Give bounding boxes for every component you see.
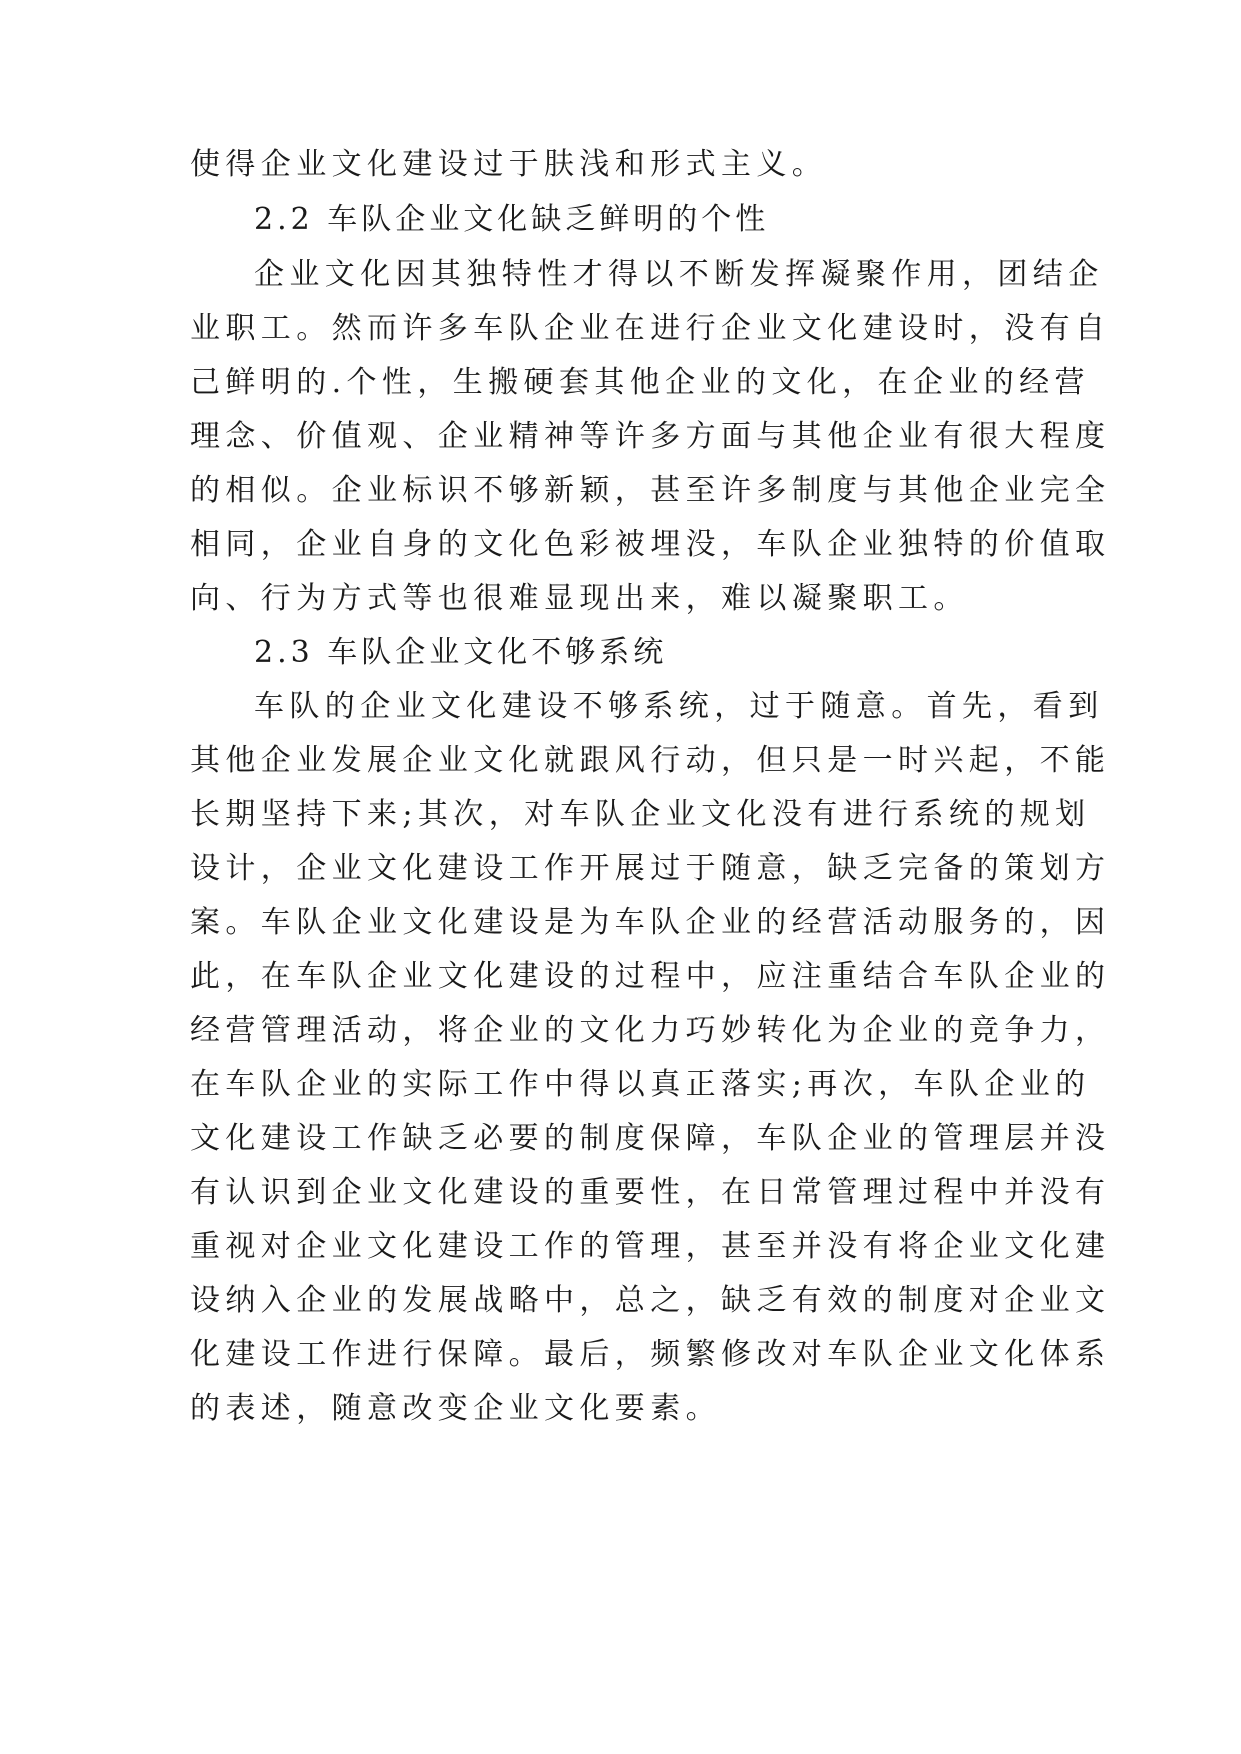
paragraph-first-line: 车队的企业文化建设不够系统，过于随意。首先，看到 [254,689,1104,724]
text-line: 经营管理活动，将企业的文化力巧妙转化为企业的竞争力， [190,1013,1111,1048]
section-heading-2-2: 2.2 车队企业文化缺乏鲜明的个性 [254,202,770,237]
text-line: 业职工。然而许多车队企业在进行企业文化建设时，没有自 [190,311,1111,346]
text-line: 案。车队企业文化建设是为车队企业的经营活动服务的，因 [190,905,1111,940]
text-line: 长期坚持下来;其次，对车队企业文化没有进行系统的规划 [190,797,1091,832]
text-line: 其他企业发展企业文化就跟风行动，但只是一时兴起，不能 [190,743,1111,778]
text-line: 化建设工作进行保障。最后，频繁修改对车队企业文化体系 [190,1337,1111,1372]
text-line: 设计，企业文化建设工作开展过于随意，缺乏完备的策划方 [190,851,1111,886]
text-line: 文化建设工作缺乏必要的制度保障，车队企业的管理层并没 [190,1121,1111,1156]
text-line: 向、行为方式等也很难显现出来，难以凝聚职工。 [190,581,969,616]
text-line: 重视对企业文化建设工作的管理，甚至并没有将企业文化建 [190,1229,1111,1264]
text-line: 有认识到企业文化建设的重要性，在日常管理过程中并没有 [190,1175,1111,1210]
section-heading-2-3: 2.3 车队企业文化不够系统 [254,635,668,670]
text-line: 理念、价值观、企业精神等许多方面与其他企业有很大程度 [190,419,1111,454]
text-line: 己鲜明的.个性，生搬硬套其他企业的文化，在企业的经营 [190,365,1090,400]
text-line: 此，在车队企业文化建设的过程中，应注重结合车队企业的 [190,959,1111,994]
text-line: 的表述，随意改变企业文化要素。 [190,1391,721,1426]
text-line: 相同，企业自身的文化色彩被埋没，车队企业独特的价值取 [190,527,1111,562]
text-line: 在车队企业的实际工作中得以真正落实;再次，车队企业的 [190,1067,1091,1102]
text-line: 的相似。企业标识不够新颖，甚至许多制度与其他企业完全 [190,473,1111,508]
text-line: 使得企业文化建设过于肤浅和形式主义。 [190,147,828,182]
text-line: 设纳入企业的发展战略中，总之，缺乏有效的制度对企业文 [190,1283,1111,1318]
paragraph-first-line: 企业文化因其独特性才得以不断发挥凝聚作用，团结企 [254,257,1104,292]
